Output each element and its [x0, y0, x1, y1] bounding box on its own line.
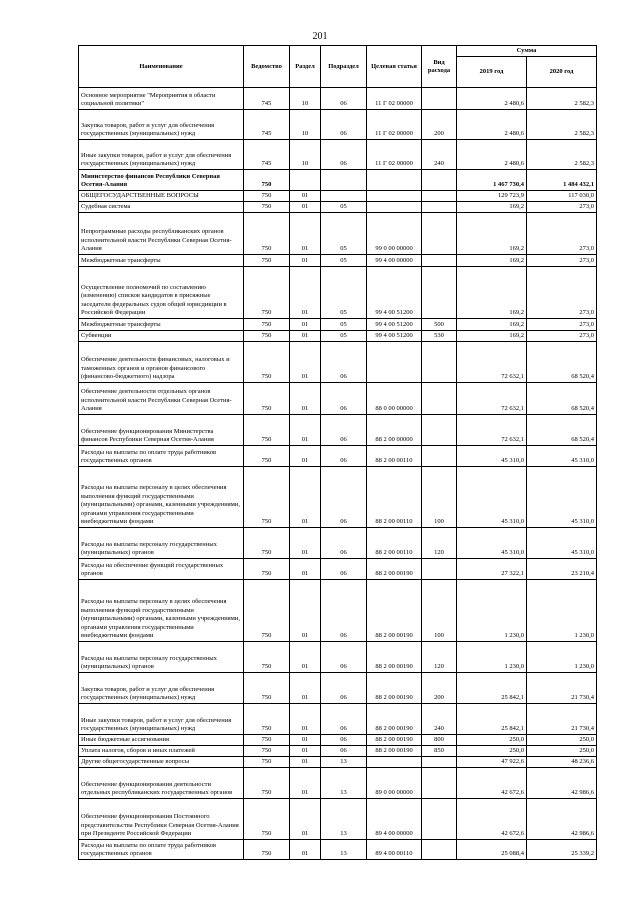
row-target: 89 4 00 00000 [367, 799, 422, 840]
table-row [79, 191, 597, 202]
row-kind [422, 342, 457, 383]
row-subsection: 06 [321, 140, 367, 170]
table-row [79, 267, 597, 319]
row-kind [422, 202, 457, 213]
row-value-2020: 250,0 [527, 735, 597, 746]
row-value-2020: 21 730,4 [527, 673, 597, 704]
row-value-2019: 129 723,9 [457, 191, 527, 202]
row-dept: 750 [244, 202, 290, 213]
row-subsection: 06 [321, 383, 367, 415]
row-kind [422, 88, 457, 110]
row-target: 99 4 00 51200 [367, 331, 422, 342]
row-kind [422, 446, 457, 467]
row-section [290, 170, 321, 191]
row-name: Министерство финансов Республики Северная Осетия-Алания [79, 170, 244, 191]
row-dept: 750 [244, 383, 290, 415]
row-section: 01 [290, 331, 321, 342]
row-target: 88 2 00 00190 [367, 673, 422, 704]
row-subsection: 13 [321, 757, 367, 768]
row-value-2019: 169,2 [457, 267, 527, 319]
row-name: Непрограммные расходы республиканских органов исполнительной власти Республики Северная Осетия-Алания [79, 213, 244, 255]
row-value-2019: 72 632,1 [457, 383, 527, 415]
row-name: ОБЩЕГОСУДАРСТВЕННЫЕ ВОПРОСЫ [79, 191, 244, 202]
row-value-2020: 21 730,4 [527, 704, 597, 735]
row-kind [422, 840, 457, 860]
table-row [79, 213, 597, 255]
row-dept: 750 [244, 840, 290, 860]
row-name: Осуществление полномочий по составлению (изменению) списков кандидатов в присяжные заседатели федеральных судов общей юрисдикции в Российской Федерации [79, 267, 244, 319]
row-section: 01 [290, 580, 321, 642]
row-section: 01 [290, 757, 321, 768]
row-target: 88 2 00 00190 [367, 746, 422, 757]
table-row [79, 140, 597, 170]
row-subsection: 06 [321, 673, 367, 704]
row-section: 01 [290, 446, 321, 467]
row-section: 01 [290, 255, 321, 267]
row-name: Иные бюджетные ассигнования [79, 735, 244, 746]
row-target: 88 0 00 00000 [367, 383, 422, 415]
row-dept: 750 [244, 415, 290, 446]
row-dept: 750 [244, 342, 290, 383]
row-section: 01 [290, 642, 321, 673]
row-kind: 120 [422, 528, 457, 559]
row-target: 88 2 00 00110 [367, 467, 422, 528]
row-dept: 750 [244, 255, 290, 267]
row-value-2019: 47 922,6 [457, 757, 527, 768]
row-dept: 750 [244, 735, 290, 746]
row-target: 88 2 00 00000 [367, 415, 422, 446]
row-section: 01 [290, 202, 321, 213]
row-value-2020: 68 520,4 [527, 383, 597, 415]
row-value-2019: 169,2 [457, 202, 527, 213]
row-subsection [321, 191, 367, 202]
row-name: Закупка товаров, работ и услуг для обеспечения государственных (муниципальных) нужд [79, 110, 244, 140]
row-kind: 200 [422, 110, 457, 140]
table-row [79, 642, 597, 673]
header-subsection: Подраздел [321, 46, 367, 88]
row-dept: 750 [244, 528, 290, 559]
row-target: 89 0 00 00000 [367, 768, 422, 799]
row-section: 01 [290, 559, 321, 580]
row-section: 10 [290, 140, 321, 170]
row-value-2019: 27 322,1 [457, 559, 527, 580]
row-target: 88 2 00 00110 [367, 528, 422, 559]
row-kind: 240 [422, 704, 457, 735]
row-dept: 750 [244, 642, 290, 673]
row-name: Основное мероприятие "Мероприятия в области социальной политики" [79, 88, 244, 110]
row-value-2019: 169,2 [457, 331, 527, 342]
row-kind [422, 267, 457, 319]
header-sum: Сумма [457, 46, 597, 57]
row-subsection: 06 [321, 415, 367, 446]
table-row [79, 110, 597, 140]
row-value-2020: 273,0 [527, 267, 597, 319]
table-row [79, 746, 597, 757]
header-2019: 2019 год [457, 57, 527, 88]
row-dept: 750 [244, 467, 290, 528]
header-name: Наименование [79, 46, 244, 88]
row-subsection: 05 [321, 319, 367, 331]
row-value-2020: 48 236,6 [527, 757, 597, 768]
row-value-2019: 72 632,1 [457, 342, 527, 383]
row-value-2019: 2 480,6 [457, 88, 527, 110]
table-row [79, 799, 597, 840]
row-kind [422, 415, 457, 446]
table-row [79, 415, 597, 446]
row-target: 88 2 00 00190 [367, 735, 422, 746]
row-section: 01 [290, 191, 321, 202]
budget-table [78, 45, 597, 860]
row-target: 88 2 00 00190 [367, 580, 422, 642]
row-value-2020: 1 230,0 [527, 642, 597, 673]
row-kind [422, 757, 457, 768]
row-value-2019: 169,2 [457, 319, 527, 331]
row-value-2019: 25 088,4 [457, 840, 527, 860]
row-dept: 750 [244, 170, 290, 191]
row-name: Обеспечение функционирования Министерства финансов Республики Северная Осетия-Алания [79, 415, 244, 446]
table-row [79, 255, 597, 267]
row-kind: 200 [422, 673, 457, 704]
row-name: Иные закупки товаров, работ и услуг для обеспечения государственных (муниципальных) нужд [79, 140, 244, 170]
row-subsection: 06 [321, 735, 367, 746]
row-target [367, 170, 422, 191]
row-value-2020: 68 520,4 [527, 342, 597, 383]
row-name: Расходы на выплаты персоналу в целях обеспечения выполнения функций государственными (муниципальными) органами, казенными учреждениями, органами управления государственными внебюджетными фондами [79, 580, 244, 642]
row-dept: 745 [244, 110, 290, 140]
row-subsection: 06 [321, 342, 367, 383]
row-target [367, 191, 422, 202]
row-subsection: 05 [321, 255, 367, 267]
row-value-2019: 2 480,6 [457, 140, 527, 170]
row-value-2020: 45 310,0 [527, 528, 597, 559]
row-target: 88 2 00 00190 [367, 642, 422, 673]
row-section: 01 [290, 704, 321, 735]
row-dept: 750 [244, 319, 290, 331]
row-value-2019: 45 310,0 [457, 528, 527, 559]
row-section: 01 [290, 213, 321, 255]
row-value-2020: 250,0 [527, 746, 597, 757]
row-name: Закупка товаров, работ и услуг для обеспечения государственных (муниципальных) нужд [79, 673, 244, 704]
row-name: Обеспечение деятельности финансовых, налоговых и таможенных органов и органов финансового (финансово-бюджетного) надзора [79, 342, 244, 383]
row-dept: 750 [244, 213, 290, 255]
row-dept: 750 [244, 580, 290, 642]
row-name: Обеспечение функционирования Постоянного представительства Республики Северная Осетия-Алания при Президенте Российской Федерации [79, 799, 244, 840]
row-value-2020: 42 986,6 [527, 799, 597, 840]
row-kind [422, 255, 457, 267]
row-target: 99 4 00 00000 [367, 255, 422, 267]
row-value-2019: 250,0 [457, 746, 527, 757]
row-subsection: 05 [321, 213, 367, 255]
row-value-2019: 25 842,1 [457, 673, 527, 704]
row-value-2020: 45 310,0 [527, 446, 597, 467]
row-name: Расходы на выплаты персоналу государственных (муниципальных) органов [79, 642, 244, 673]
row-section: 01 [290, 528, 321, 559]
row-value-2019: 169,2 [457, 255, 527, 267]
row-target [367, 757, 422, 768]
row-dept: 745 [244, 140, 290, 170]
row-name: Иные закупки товаров, работ и услуг для обеспечения государственных (муниципальных) нужд [79, 704, 244, 735]
row-section: 01 [290, 768, 321, 799]
row-section: 01 [290, 319, 321, 331]
row-target: 99 4 00 51200 [367, 319, 422, 331]
row-subsection: 05 [321, 267, 367, 319]
row-subsection: 06 [321, 467, 367, 528]
row-value-2020: 68 520,4 [527, 415, 597, 446]
row-value-2020: 273,0 [527, 213, 597, 255]
row-section: 01 [290, 840, 321, 860]
table-row [79, 768, 597, 799]
table-row [79, 202, 597, 213]
row-dept: 750 [244, 331, 290, 342]
row-name: Уплата налогов, сборов и иных платежей [79, 746, 244, 757]
row-value-2020: 23 210,4 [527, 559, 597, 580]
row-kind: 100 [422, 467, 457, 528]
row-value-2019: 42 672,6 [457, 768, 527, 799]
row-dept: 750 [244, 768, 290, 799]
row-kind [422, 191, 457, 202]
table-row [79, 528, 597, 559]
row-dept: 750 [244, 746, 290, 757]
row-kind [422, 559, 457, 580]
table-row [79, 757, 597, 768]
row-value-2020: 1 230,0 [527, 580, 597, 642]
row-value-2019: 45 310,0 [457, 446, 527, 467]
row-subsection: 05 [321, 331, 367, 342]
row-value-2019: 1 230,0 [457, 580, 527, 642]
row-name: Судебная система [79, 202, 244, 213]
table-row [79, 319, 597, 331]
row-section: 01 [290, 415, 321, 446]
row-value-2020: 273,0 [527, 255, 597, 267]
row-subsection [321, 170, 367, 191]
row-subsection: 06 [321, 559, 367, 580]
header-2020: 2020 год [527, 57, 597, 88]
row-value-2020: 2 582,3 [527, 110, 597, 140]
row-kind [422, 799, 457, 840]
row-value-2020: 1 484 432,1 [527, 170, 597, 191]
row-section: 01 [290, 383, 321, 415]
table-row [79, 559, 597, 580]
header-dept: Ведомство [244, 46, 290, 88]
row-value-2020: 45 310,0 [527, 467, 597, 528]
row-section: 10 [290, 88, 321, 110]
table-body [79, 88, 597, 860]
row-subsection: 06 [321, 88, 367, 110]
row-dept: 750 [244, 799, 290, 840]
row-name: Расходы на обеспечение функций государственных органов [79, 559, 244, 580]
row-dept: 750 [244, 267, 290, 319]
row-kind: 100 [422, 580, 457, 642]
row-target: 11 Г 02 00000 [367, 110, 422, 140]
row-target [367, 342, 422, 383]
page-number: 201 [312, 31, 328, 42]
row-value-2020: 273,0 [527, 319, 597, 331]
row-subsection: 06 [321, 446, 367, 467]
row-dept: 750 [244, 191, 290, 202]
row-target: 11 Г 02 00000 [367, 140, 422, 170]
row-target: 88 2 00 00190 [367, 559, 422, 580]
table-row [79, 735, 597, 746]
row-kind [422, 213, 457, 255]
table-row [79, 580, 597, 642]
table-row [79, 446, 597, 467]
header-kind: Вид расхода [422, 46, 457, 88]
row-kind: 240 [422, 140, 457, 170]
row-subsection: 05 [321, 202, 367, 213]
row-target: 99 4 00 51200 [367, 267, 422, 319]
table-row [79, 331, 597, 342]
row-section: 10 [290, 110, 321, 140]
row-name: Другие общегосударственные вопросы [79, 757, 244, 768]
row-value-2020: 42 986,6 [527, 768, 597, 799]
table-row [79, 673, 597, 704]
table-row [79, 840, 597, 860]
row-name: Расходы на выплаты персоналу в целях обеспечения выполнения функций государственными (муниципальными) органами, казенными учреждениями, органами управления государственными внебюджетными фондами [79, 467, 244, 528]
row-name: Расходы на выплаты персоналу государственных (муниципальных) органов [79, 528, 244, 559]
row-value-2019: 169,2 [457, 213, 527, 255]
row-target [367, 202, 422, 213]
row-value-2020: 273,0 [527, 202, 597, 213]
row-target: 99 0 00 00000 [367, 213, 422, 255]
row-value-2019: 42 672,6 [457, 799, 527, 840]
row-subsection: 06 [321, 528, 367, 559]
row-target: 11 Г 02 00000 [367, 88, 422, 110]
row-subsection: 13 [321, 799, 367, 840]
row-name: Обеспечение функционирования деятельности отдельных республиканских государственных органов [79, 768, 244, 799]
row-subsection: 06 [321, 580, 367, 642]
row-dept: 750 [244, 757, 290, 768]
table-row [79, 467, 597, 528]
row-name: Межбюджетные трансферты [79, 319, 244, 331]
row-value-2020: 25 339,2 [527, 840, 597, 860]
header-target: Целевая статья [367, 46, 422, 88]
row-subsection: 06 [321, 110, 367, 140]
row-value-2020: 117 030,0 [527, 191, 597, 202]
header-section: Раздел [290, 46, 321, 88]
row-dept: 745 [244, 88, 290, 110]
row-section: 01 [290, 746, 321, 757]
row-dept: 750 [244, 446, 290, 467]
row-kind: 120 [422, 642, 457, 673]
row-name: Расходы на выплаты по оплате труда работников государственных органов [79, 446, 244, 467]
row-kind: 530 [422, 331, 457, 342]
row-kind [422, 768, 457, 799]
table-row [79, 704, 597, 735]
row-target: 89 4 00 00110 [367, 840, 422, 860]
row-subsection: 13 [321, 768, 367, 799]
row-name: Субвенции [79, 331, 244, 342]
row-name: Расходы на выплаты по оплате труда работников государственных органов [79, 840, 244, 860]
row-dept: 750 [244, 704, 290, 735]
row-value-2019: 2 480,6 [457, 110, 527, 140]
row-section: 01 [290, 342, 321, 383]
row-value-2020: 273,0 [527, 331, 597, 342]
row-kind [422, 170, 457, 191]
row-name: Обеспечение деятельности отдельных органов исполнительной власти Республики Северная Осетия-Алания [79, 383, 244, 415]
row-section: 01 [290, 799, 321, 840]
row-kind: 850 [422, 746, 457, 757]
row-kind: 800 [422, 735, 457, 746]
table-row [79, 383, 597, 415]
row-section: 01 [290, 267, 321, 319]
row-value-2019: 1 467 730,4 [457, 170, 527, 191]
row-subsection: 06 [321, 746, 367, 757]
row-value-2019: 1 230,0 [457, 642, 527, 673]
row-kind: 500 [422, 319, 457, 331]
row-value-2019: 25 842,1 [457, 704, 527, 735]
row-subsection: 06 [321, 642, 367, 673]
row-subsection: 06 [321, 704, 367, 735]
row-section: 01 [290, 735, 321, 746]
row-value-2019: 45 310,0 [457, 467, 527, 528]
row-target: 88 2 00 00110 [367, 446, 422, 467]
row-value-2019: 72 632,1 [457, 415, 527, 446]
row-section: 01 [290, 467, 321, 528]
row-value-2020: 2 582,3 [527, 88, 597, 110]
row-value-2020: 2 582,3 [527, 140, 597, 170]
row-section: 01 [290, 673, 321, 704]
row-value-2019: 250,0 [457, 735, 527, 746]
row-dept: 750 [244, 559, 290, 580]
row-kind [422, 383, 457, 415]
row-target: 88 2 00 00190 [367, 704, 422, 735]
table-row [79, 88, 597, 110]
row-dept: 750 [244, 673, 290, 704]
table-row [79, 342, 597, 383]
row-name: Межбюджетные трансферты [79, 255, 244, 267]
row-subsection: 13 [321, 840, 367, 860]
table-row [79, 170, 597, 191]
